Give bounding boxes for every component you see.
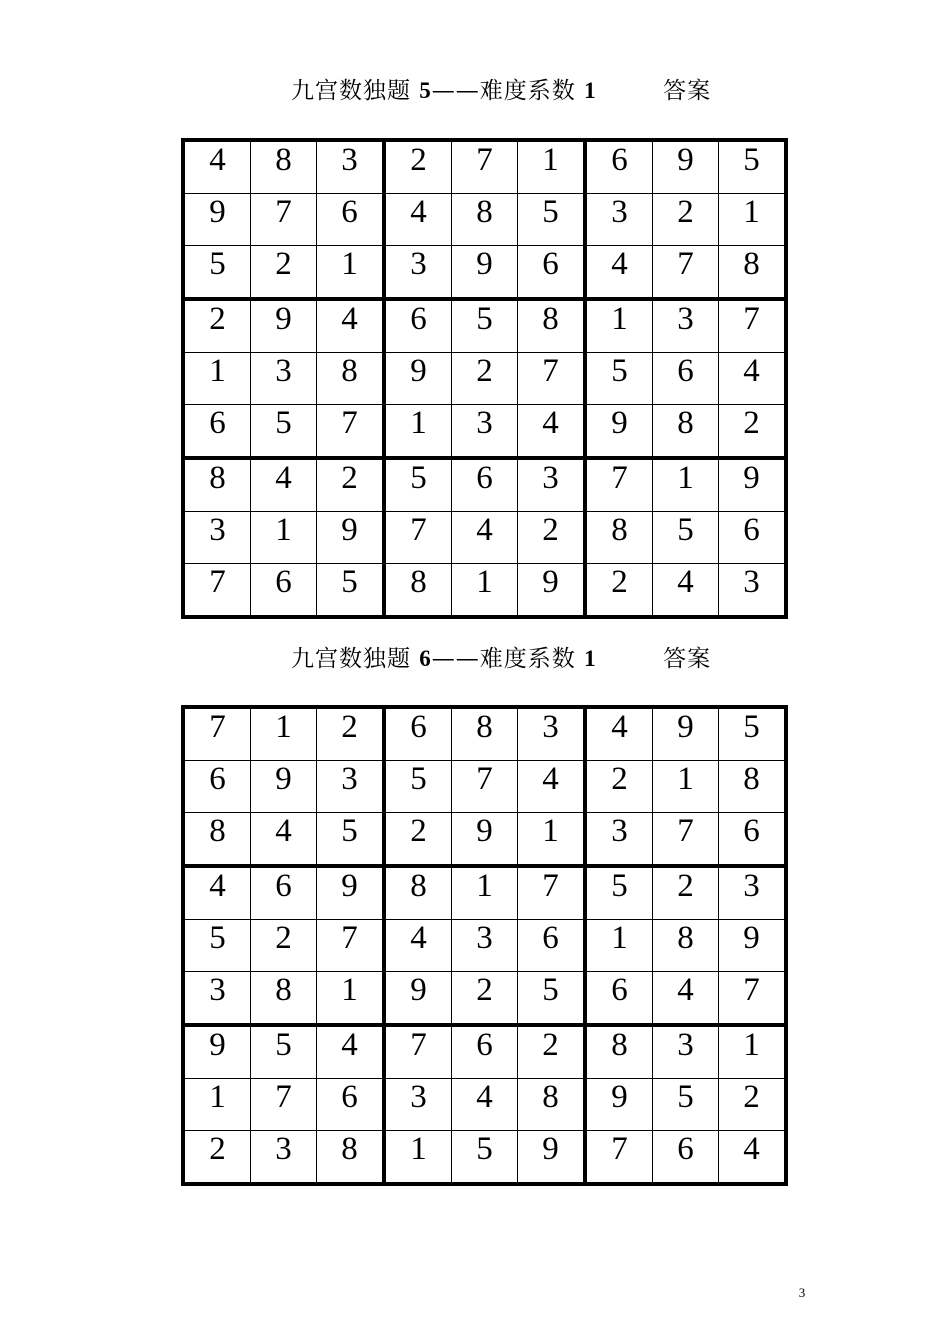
grid-cell: 7 — [317, 920, 385, 972]
grid-cell: 5 — [585, 353, 653, 405]
grid-cell: 2 — [518, 1025, 586, 1079]
grid-row — [183, 707, 786, 761]
grid-cell: 3 — [653, 1025, 719, 1079]
grid-cell: 7 — [653, 246, 719, 300]
sudoku-grid — [181, 705, 788, 1186]
grid-cell: 8 — [317, 1131, 385, 1185]
grid-cell: 3 — [518, 458, 586, 512]
puzzle-title — [0, 640, 950, 673]
grid-cell: 3 — [518, 707, 586, 761]
grid-cell: 8 — [585, 1025, 653, 1079]
grid-cell: 4 — [251, 458, 317, 512]
grid-row — [183, 140, 786, 194]
grid-cell: 5 — [251, 1025, 317, 1079]
grid-row — [183, 972, 786, 1026]
grid-cell: 7 — [251, 194, 317, 246]
grid-cell: 4 — [384, 194, 452, 246]
grid-cell: 3 — [183, 512, 251, 564]
grid-cell: 6 — [452, 1025, 518, 1079]
grid-cell: 3 — [452, 405, 518, 459]
page-number: 3 — [798, 1285, 806, 1300]
grid-cell: 1 — [585, 920, 653, 972]
grid-cell: 6 — [452, 458, 518, 512]
grid-cell: 1 — [384, 405, 452, 459]
grid-cell: 4 — [719, 1131, 787, 1185]
grid-cell: 6 — [183, 761, 251, 813]
grid-row — [183, 194, 786, 246]
grid-cell: 8 — [384, 564, 452, 618]
grid-cell: 2 — [183, 299, 251, 353]
grid-cell: 5 — [384, 761, 452, 813]
grid-cell: 4 — [452, 512, 518, 564]
grid-cell: 3 — [251, 353, 317, 405]
grid-cell: 1 — [585, 299, 653, 353]
grid-cell: 8 — [251, 140, 317, 194]
grid-cell: 5 — [518, 194, 586, 246]
grid-cell: 8 — [452, 707, 518, 761]
grid-row — [183, 813, 786, 867]
grid-cell: 4 — [719, 353, 787, 405]
grid-cell: 3 — [452, 920, 518, 972]
grid-cell: 6 — [251, 866, 317, 920]
grid-cell: 1 — [452, 564, 518, 618]
grid-cell: 3 — [384, 246, 452, 300]
grid-cell: 8 — [585, 512, 653, 564]
grid-cell: 3 — [251, 1131, 317, 1185]
grid-cell: 7 — [452, 761, 518, 813]
grid-cell: 4 — [518, 761, 586, 813]
grid-cell: 5 — [183, 920, 251, 972]
title-prefix: 九宫数独题 — [290, 78, 420, 104]
grid-cell: 4 — [653, 972, 719, 1026]
grid-cell: 1 — [317, 246, 385, 300]
grid-cell: 1 — [251, 707, 317, 761]
difficulty-value: 1 — [584, 646, 597, 671]
grid-cell: 8 — [719, 246, 787, 300]
grid-cell: 9 — [183, 194, 251, 246]
grid-cell: 6 — [653, 1131, 719, 1185]
grid-row — [183, 866, 786, 920]
grid-cell: 2 — [251, 920, 317, 972]
grid-cell: 2 — [452, 353, 518, 405]
grid-cell: 1 — [653, 761, 719, 813]
grid-cell: 7 — [317, 405, 385, 459]
grid-cell: 9 — [452, 813, 518, 867]
grid-row — [183, 1079, 786, 1131]
grid-cell: 3 — [317, 761, 385, 813]
grid-cell: 4 — [653, 564, 719, 618]
grid-cell: 7 — [183, 707, 251, 761]
grid-row — [183, 299, 786, 353]
grid-cell: 8 — [183, 813, 251, 867]
grid-cell: 5 — [719, 707, 787, 761]
puzzle-title — [0, 72, 950, 105]
grid-cell: 7 — [585, 1131, 653, 1185]
grid-cell: 5 — [719, 140, 787, 194]
grid-cell: 3 — [585, 813, 653, 867]
grid-row — [183, 1131, 786, 1185]
grid-cell: 3 — [384, 1079, 452, 1131]
grid-cell: 4 — [183, 140, 251, 194]
grid-cell: 1 — [518, 813, 586, 867]
grid-cell: 4 — [452, 1079, 518, 1131]
grid-cell: 2 — [719, 405, 787, 459]
grid-cell: 9 — [719, 458, 787, 512]
grid-cell: 2 — [518, 512, 586, 564]
grid-cell: 3 — [719, 564, 787, 618]
grid-cell: 7 — [653, 813, 719, 867]
grid-cell: 3 — [317, 140, 385, 194]
grid-cell: 8 — [719, 761, 787, 813]
grid-cell: 4 — [384, 920, 452, 972]
grid-cell: 9 — [452, 246, 518, 300]
title-prefix: 九宫数独题 — [290, 646, 420, 672]
grid-cell: 6 — [585, 140, 653, 194]
grid-cell: 6 — [251, 564, 317, 618]
grid-cell: 5 — [317, 564, 385, 618]
grid-cell: 4 — [585, 707, 653, 761]
difficulty-value: 1 — [584, 78, 597, 103]
grid-cell: 1 — [317, 972, 385, 1026]
grid-cell: 8 — [452, 194, 518, 246]
grid-row — [183, 564, 786, 618]
grid-cell: 5 — [653, 512, 719, 564]
grid-cell: 8 — [384, 866, 452, 920]
grid-cell: 9 — [384, 353, 452, 405]
grid-cell: 6 — [384, 707, 452, 761]
grid-cell: 9 — [585, 1079, 653, 1131]
grid-cell: 1 — [719, 1025, 787, 1079]
grid-cell: 7 — [719, 972, 787, 1026]
grid-cell: 1 — [719, 194, 787, 246]
grid-cell: 2 — [653, 194, 719, 246]
title-difficulty-label: ——难度系数 — [431, 646, 585, 672]
grid-cell: 9 — [317, 866, 385, 920]
grid-cell: 5 — [653, 1079, 719, 1131]
grid-row — [183, 353, 786, 405]
sudoku-grid — [181, 138, 788, 619]
grid-cell: 5 — [585, 866, 653, 920]
grid-cell: 3 — [719, 866, 787, 920]
grid-cell: 1 — [183, 1079, 251, 1131]
grid-cell: 7 — [719, 299, 787, 353]
grid-cell: 7 — [518, 353, 586, 405]
grid-cell: 7 — [452, 140, 518, 194]
grid-cell: 9 — [251, 299, 317, 353]
grid-cell: 1 — [518, 140, 586, 194]
grid-row — [183, 761, 786, 813]
grid-cell: 3 — [653, 299, 719, 353]
grid-cell: 2 — [183, 1131, 251, 1185]
grid-cell: 6 — [183, 405, 251, 459]
grid-row — [183, 920, 786, 972]
grid-cell: 6 — [585, 972, 653, 1026]
grid-row — [183, 405, 786, 459]
grid-row — [183, 1025, 786, 1079]
grid-cell: 2 — [719, 1079, 787, 1131]
grid-cell: 9 — [317, 512, 385, 564]
answer-label: 答案 — [663, 646, 712, 672]
grid-cell: 8 — [251, 972, 317, 1026]
grid-cell: 2 — [585, 761, 653, 813]
grid-cell: 2 — [317, 707, 385, 761]
grid-cell: 2 — [384, 813, 452, 867]
grid-cell: 9 — [518, 564, 586, 618]
grid-cell: 9 — [251, 761, 317, 813]
grid-cell: 7 — [384, 1025, 452, 1079]
grid-cell: 5 — [317, 813, 385, 867]
grid-cell: 2 — [384, 140, 452, 194]
grid-row — [183, 458, 786, 512]
grid-cell: 9 — [183, 1025, 251, 1079]
grid-cell: 4 — [251, 813, 317, 867]
grid-cell: 9 — [653, 707, 719, 761]
answer-label: 答案 — [663, 78, 712, 104]
grid-cell: 6 — [518, 920, 586, 972]
grid-cell: 9 — [585, 405, 653, 459]
grid-cell: 7 — [384, 512, 452, 564]
grid-cell: 9 — [653, 140, 719, 194]
grid-cell: 2 — [251, 246, 317, 300]
grid-cell: 2 — [585, 564, 653, 618]
grid-cell: 1 — [384, 1131, 452, 1185]
grid-cell: 2 — [452, 972, 518, 1026]
grid-cell: 6 — [384, 299, 452, 353]
grid-cell: 7 — [183, 564, 251, 618]
grid-cell: 4 — [585, 246, 653, 300]
grid-cell: 8 — [653, 405, 719, 459]
grid-cell: 2 — [317, 458, 385, 512]
title-difficulty-label: ——难度系数 — [431, 78, 585, 104]
grid-cell: 6 — [317, 1079, 385, 1131]
grid-row — [183, 512, 786, 564]
grid-cell: 8 — [317, 353, 385, 405]
grid-cell: 4 — [518, 405, 586, 459]
grid-cell: 3 — [585, 194, 653, 246]
grid-cell: 6 — [653, 353, 719, 405]
grid-cell: 9 — [518, 1131, 586, 1185]
grid-cell: 5 — [384, 458, 452, 512]
grid-cell: 7 — [518, 866, 586, 920]
grid-cell: 5 — [452, 299, 518, 353]
grid-cell: 9 — [384, 972, 452, 1026]
grid-cell: 8 — [653, 920, 719, 972]
grid-cell: 4 — [183, 866, 251, 920]
grid-cell: 1 — [183, 353, 251, 405]
grid-cell: 6 — [518, 246, 586, 300]
grid-cell: 5 — [251, 405, 317, 459]
grid-cell: 5 — [183, 246, 251, 300]
grid-cell: 8 — [183, 458, 251, 512]
grid-cell: 5 — [452, 1131, 518, 1185]
grid-cell: 6 — [317, 194, 385, 246]
grid-row — [183, 246, 786, 300]
grid-cell: 9 — [719, 920, 787, 972]
grid-cell: 8 — [518, 299, 586, 353]
grid-cell: 5 — [518, 972, 586, 1026]
grid-cell: 1 — [452, 866, 518, 920]
puzzle-number: 6 — [419, 646, 432, 671]
grid-cell: 2 — [653, 866, 719, 920]
grid-cell: 7 — [585, 458, 653, 512]
grid-cell: 6 — [719, 813, 787, 867]
grid-cell: 4 — [317, 1025, 385, 1079]
grid-cell: 1 — [251, 512, 317, 564]
grid-cell: 6 — [719, 512, 787, 564]
grid-cell: 7 — [251, 1079, 317, 1131]
grid-cell: 1 — [653, 458, 719, 512]
grid-cell: 4 — [317, 299, 385, 353]
puzzle-number: 5 — [419, 78, 432, 103]
grid-cell: 3 — [183, 972, 251, 1026]
grid-cell: 8 — [518, 1079, 586, 1131]
